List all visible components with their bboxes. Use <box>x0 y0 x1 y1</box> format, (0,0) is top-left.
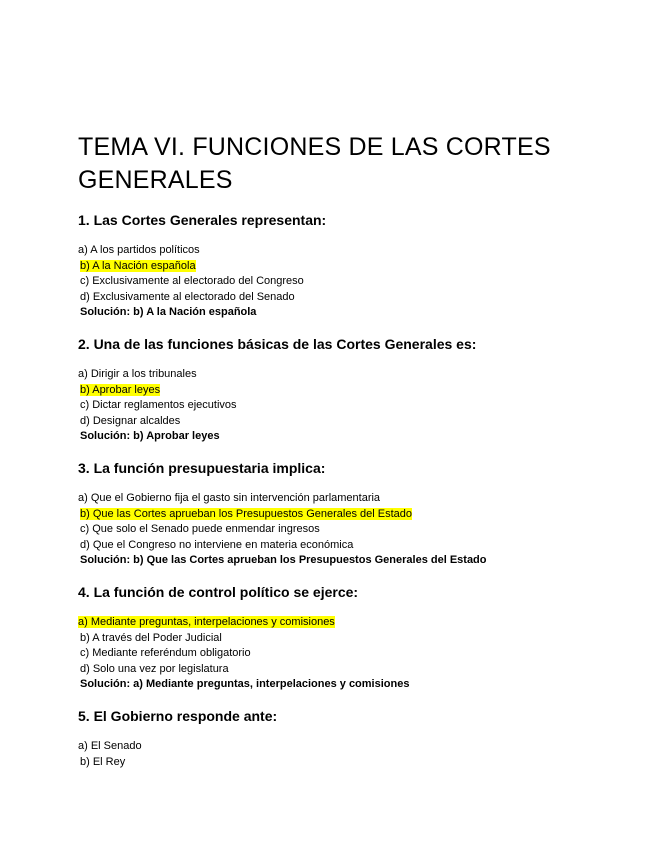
option-a <box>78 615 638 631</box>
question-heading: 4. La función de control político se ejerce: <box>78 584 359 600</box>
question-block-5 <box>78 707 638 770</box>
question-heading: 3. La función presupuestaria implica: <box>78 460 326 476</box>
solution-text: Solución: b) Aprobar leyes <box>80 430 220 443</box>
question-block-1 <box>78 211 638 321</box>
option-b <box>78 259 638 275</box>
option-b <box>78 507 638 523</box>
question-heading: 5. El Gobierno responde ante: <box>78 708 278 724</box>
option-a: a) El Senado <box>78 740 142 752</box>
option-d: d) Que el Congreso no interviene en materia económica <box>80 538 354 551</box>
question-block-2 <box>78 335 638 445</box>
highlighted-answer: b) Aprobar leyes <box>80 383 161 396</box>
question-block-3 <box>78 459 638 569</box>
option-c: c) Mediante referéndum obligatorio <box>80 647 251 660</box>
option-a: a) Que el Gobierno fija el gasto sin intervención parlamentaria <box>78 492 381 504</box>
option-a: a) A los partidos políticos <box>78 244 200 256</box>
option-d: d) Solo una vez por legislatura <box>80 662 229 675</box>
page-title: TEMA VI. FUNCIONES DE LAS CORTES GENERALES <box>78 133 551 194</box>
option-d: d) Exclusivamente al electorado del Senado <box>80 290 295 303</box>
option-b: b) A través del Poder Judicial <box>80 631 222 644</box>
option-b: b) El Rey <box>80 755 126 768</box>
option-c: c) Que solo el Senado puede enmendar ingresos <box>80 523 320 536</box>
option-a: a) Dirigir a los tribunales <box>78 368 197 380</box>
option-c: c) Dictar reglamentos ejecutivos <box>80 399 237 412</box>
solution-text: Solución: b) A la Nación española <box>80 306 257 319</box>
solution-text: Solución: a) Mediante preguntas, interpelaciones y comisiones <box>80 678 410 691</box>
highlighted-answer: b) Que las Cortes aprueban los Presupuestos Generales del Estado <box>80 507 413 520</box>
question-heading: 1. Las Cortes Generales representan: <box>78 212 327 228</box>
option-d: d) Designar alcaldes <box>80 414 181 427</box>
solution-text: Solución: b) Que las Cortes aprueban los Presupuestos Generales del Estado <box>80 554 487 567</box>
option-b <box>78 383 638 399</box>
highlighted-answer: b) A la Nación española <box>80 259 196 272</box>
highlighted-answer: a) Mediante preguntas, interpelaciones y comisiones <box>78 616 335 628</box>
question-block-4 <box>78 583 638 693</box>
question-heading: 2. Una de las funciones básicas de las Cortes Generales es: <box>78 336 477 352</box>
option-c: c) Exclusivamente al electorado del Congreso <box>80 275 304 288</box>
